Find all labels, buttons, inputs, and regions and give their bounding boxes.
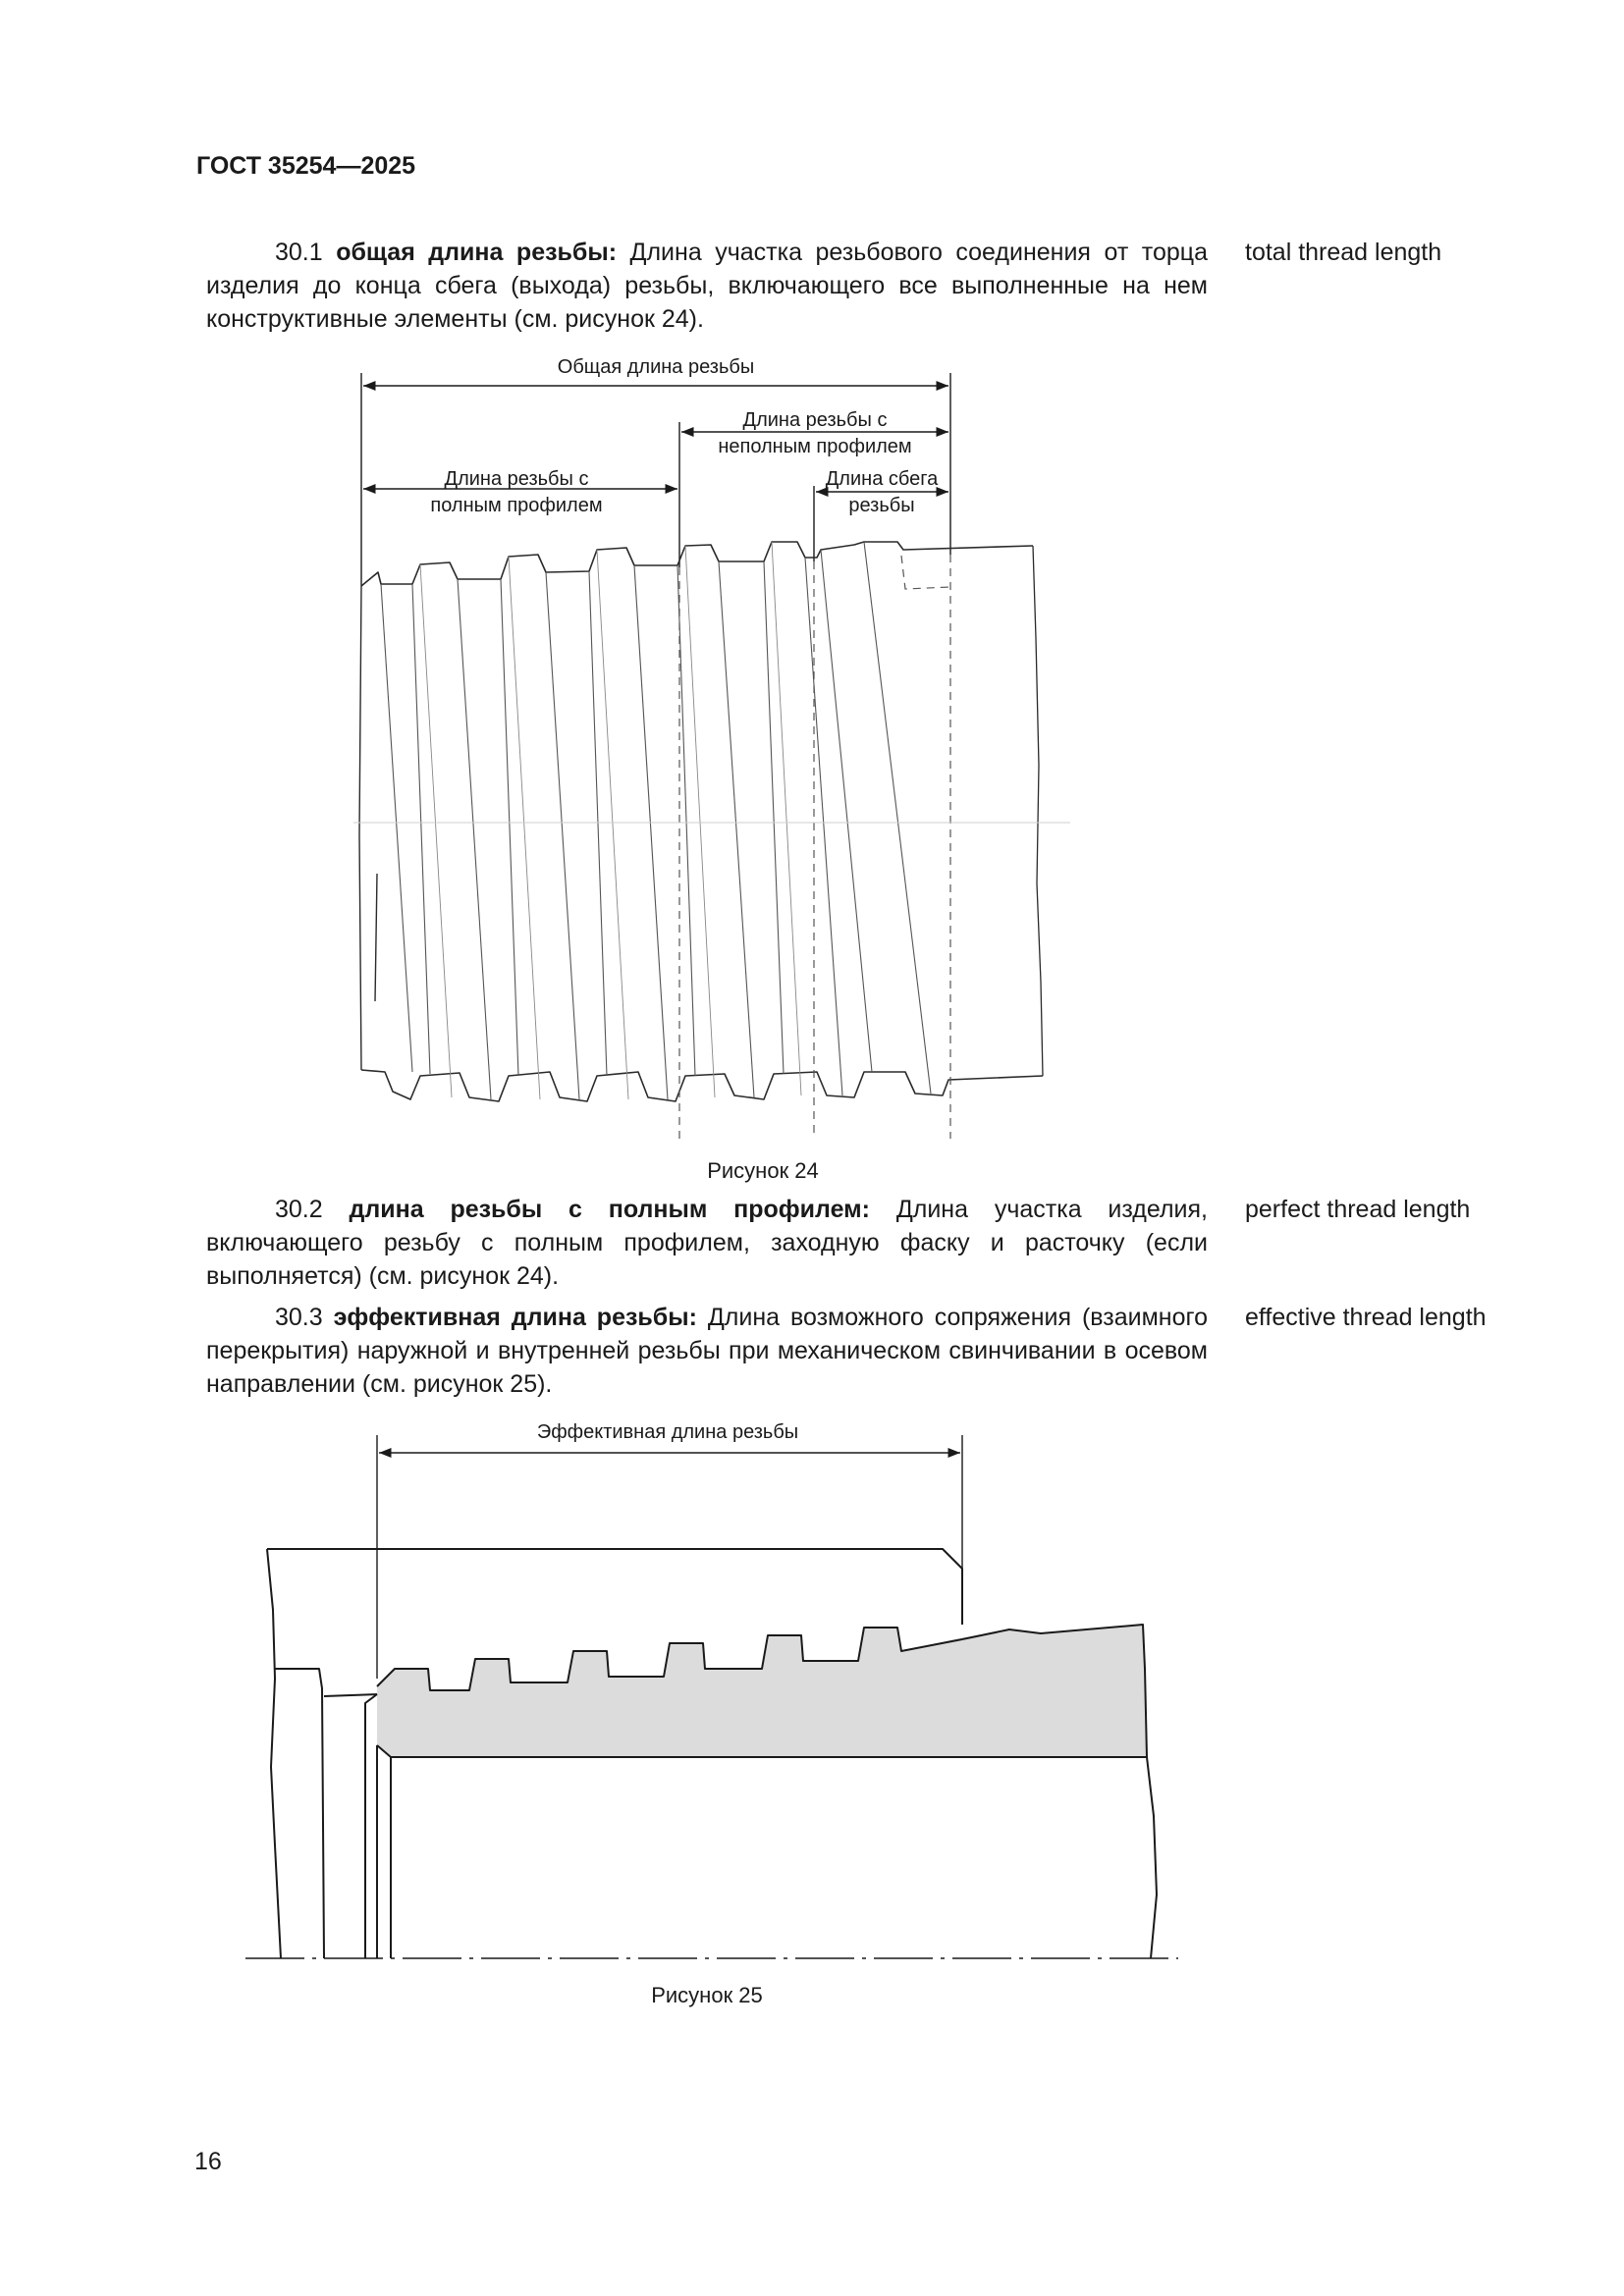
label-runout-2: резьбы xyxy=(848,495,915,516)
figure-24-drawing xyxy=(0,339,1624,1183)
term-title: общая длина резьбы: xyxy=(336,239,618,266)
figure-25-drawing xyxy=(0,1414,1624,1983)
term-30-1 xyxy=(206,236,1208,336)
label-effective-thread-length: Эффективная длина резьбы xyxy=(536,1421,799,1443)
label-full-profile-2: полным профилем xyxy=(430,495,603,516)
term-title: длина резьбы с полным профилем: xyxy=(349,1196,870,1223)
threaded-pipe xyxy=(359,542,1043,1101)
term-english-30-2: perfect thread length xyxy=(1245,1196,1471,1223)
term-number: 30.1 xyxy=(275,239,323,266)
document-header: ГОСТ 35254—2025 xyxy=(196,152,416,180)
label-total-thread-length: Общая длина резьбы xyxy=(557,356,755,378)
term-definition: Длина участка изделия, включающего резьбу с полным профилем, заходную фаску и расточку (если выполняется) (см. рисунок 24). xyxy=(206,1196,1208,1290)
term-definition: Длина возможного сопряжения (взаимного перекрытия) наружной и внутренней резьбы при механическом свинчивании в осевом направлении (см. рисунок 25). xyxy=(206,1304,1208,1398)
term-english-30-3: effective thread length xyxy=(1245,1304,1487,1331)
figure-25-caption: Рисунок 25 xyxy=(651,1983,763,2007)
term-title: эффективная длина резьбы: xyxy=(333,1304,697,1331)
figure-24-caption: Рисунок 24 xyxy=(707,1158,819,1183)
term-30-2 xyxy=(206,1193,1208,1293)
term-number: 30.3 xyxy=(275,1304,323,1331)
term-english-30-1: total thread length xyxy=(1245,239,1442,266)
label-full-profile-1: Длина резьбы с xyxy=(444,468,589,490)
term-30-3 xyxy=(206,1301,1208,1401)
term-definition: Длина участка резьбового соединения от торца изделия до конца сбега (выхода) резьбы, включающего все выполненные на нем конструктивные элементы (см. рисунок 24). xyxy=(206,239,1208,333)
label-runout-1: Длина сбега xyxy=(825,468,939,490)
label-incomplete-profile-1: Длина резьбы с xyxy=(742,409,888,431)
term-number: 30.2 xyxy=(275,1196,323,1223)
page-number: 16 xyxy=(194,2148,222,2175)
label-incomplete-profile-2: неполным профилем xyxy=(718,436,912,457)
